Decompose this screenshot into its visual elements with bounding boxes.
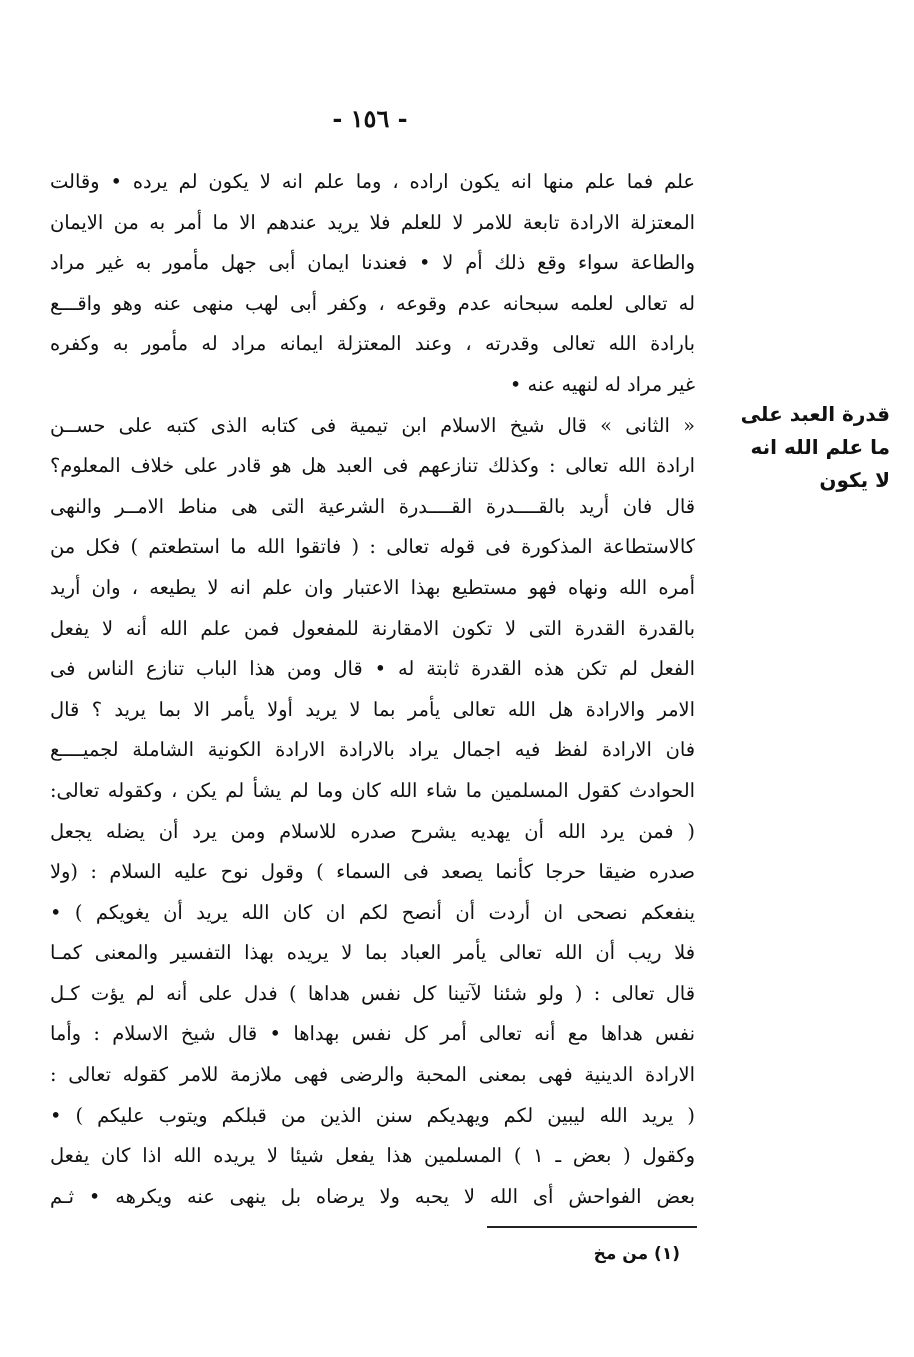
text-line: « الثانى » قال شيخ الاسلام ابن تيمية فى كتابه الذى كتبه على حســن (50, 413, 695, 437)
text-line: علم فما علم منها انه يكون اراده ، وما علم انه لا يكون لم يرده • وقالت (50, 170, 695, 193)
text-line: ( فمن يرد الله أن يهديه يشرح صدره للاسلام ومن يرد أن يضله يجعل (50, 819, 695, 843)
text-line: الحوادث كقول المسلمين ما شاء الله كان وما لم يشأ لم يكن ، وكقوله تعالى: (50, 778, 695, 802)
text-line: الفعل لم تكن هذه القدرة ثابتة له • قال ومن هذا الباب تنازع الناس فى (50, 657, 695, 681)
page-number: - ١٥٦ - (332, 104, 408, 133)
text-line: المعتزلة الارادة تابعة للامر لا للعلم فلا يريد عندهم الا ما أمر به من الايمان (50, 210, 695, 234)
text-line: والطاعة سواء وقع ذلك أم لا • فعندنا ايمان أبى جهل مأمور به غير مراد (50, 251, 695, 275)
text-line: فلا ريب أن الله تعالى يأمر العباد بما لا يريده بهذا التفسير والمعنى كمـا (50, 941, 695, 965)
text-line: قال فان أريد بالقــــدرة القــــدرة الشرعية التى هى مناط الامــر والنهى (50, 494, 695, 518)
text-line: أمره الله ونهاه فهو مستطيع بهذا الاعتبار وان علم انه لا يطيعه ، وان أريد (50, 575, 695, 599)
text-line: ينفعكم نصحى ان أردت أن أنصح لكم ان كان الله يريد أن يغويكم ) • (50, 900, 695, 924)
text-line: بعض الفواحش أى الله لا يحبه ولا يرضاه بل ينهى عنه ويكرهه • ثـم (50, 1184, 695, 1208)
text-line: ارادة الله تعالى : وكذلك تنازعهم فى العبد هل هو قادر على خلاف المعلوم؟ (50, 454, 695, 478)
text-line: نفس هداها مع أنه تعالى أمر كل نفس بهداها • قال شيخ الاسلام : وأما (50, 1022, 695, 1046)
margin-note-line: لا يكون (819, 468, 890, 492)
footnote: (١) من مخ (593, 1244, 680, 1264)
text-line: الارادة الدينية فهى بمعنى المحبة والرضى فهى ملازمة للامر كقوله تعالى : (50, 1063, 695, 1087)
footnote-divider (487, 1226, 697, 1228)
text-line: كالاستطاعة المذكورة فى قوله تعالى : ( فاتقوا الله ما استطعتم ) فكل من (50, 535, 695, 559)
text-line: ( يريد الله ليبين لكم ويهديكم سنن الذين من قبلكم ويتوب عليكم ) • (50, 1103, 695, 1127)
text-line: له تعالى لعلمه سبحانه عدم وقوعه ، وكفر أبى لهب منهى عنه وهو واقـــع (50, 291, 695, 315)
text-line: قال تعالى : ( ولو شئنا لآتينا كل نفس هداها ) فدل على أنه لم يؤت كـل (50, 981, 695, 1005)
margin-note (712, 398, 890, 497)
text-line: وكقول ( بعض ـ ١ ) المسلمين هذا يفعل شيئا لا يريده الله اذا كان يفعل (50, 1144, 695, 1168)
text-line: بارادة الله تعالى وقدرته ، وعند المعتزلة ايمانه مراد له مأمور به وكفره (50, 332, 695, 356)
margin-note-line: قدرة العبد على (740, 402, 890, 426)
margin-note-line: ما علم الله انه (750, 435, 890, 459)
text-line: الامر والارادة هل الله تعالى يأمر بما لا يريد أولا يأمر الا بما يريد ؟ قال (50, 697, 695, 721)
text-line: صدره ضيقا حرجا كأنما يصعد فى السماء ) وقول نوح عليه السلام : (ولا (50, 860, 695, 884)
body-text (50, 162, 695, 1217)
text-line: غير مراد له لنهيه عنه • (509, 372, 695, 396)
text-line: فان الارادة لفظ فيه اجمال يراد بالارادة الارادة الكونية الشاملة لجميــــع (50, 738, 695, 762)
text-line: بالقدرة القدرة التى لا تكون الامقارنة للمفعول فمن علم الله أنه لا يفعل (50, 616, 695, 640)
